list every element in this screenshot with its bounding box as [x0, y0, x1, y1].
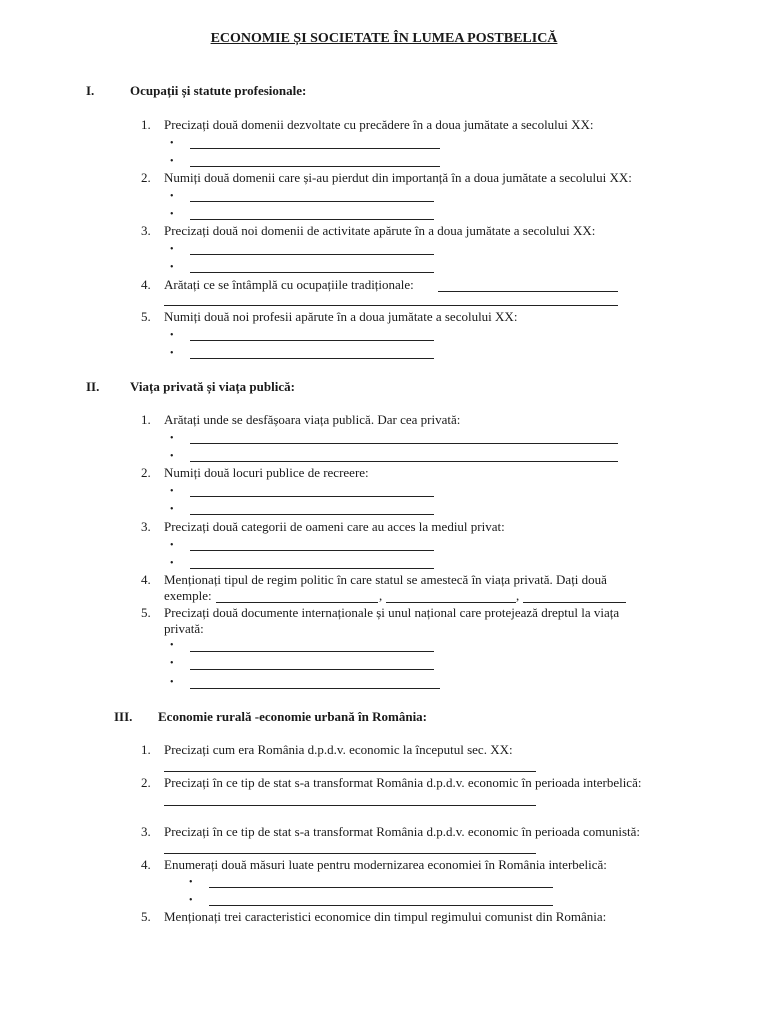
section-1-number: I. — [86, 83, 95, 98]
answer-line[interactable] — [190, 272, 434, 273]
page-title: ECONOMIE ȘI SOCIETATE ÎN LUMEA POSTBELICĂ — [210, 31, 558, 46]
answer-line[interactable] — [190, 340, 434, 341]
section-1-title: Ocupații și statute profesionale: — [130, 83, 307, 98]
bullet-icon: • — [170, 540, 174, 551]
bullet-icon: • — [170, 433, 174, 444]
bullet-icon: • — [170, 486, 174, 497]
bullet-icon: • — [170, 262, 174, 273]
separator-comma: , — [516, 588, 520, 603]
q2-2-text: Numiți două locuri publice de recreere: — [164, 465, 369, 480]
q3-2-text: Precizați în ce tip de stat s-a transformat România d.p.d.v. economic în perioada interbelică: — [164, 775, 642, 790]
section-2-number: II. — [86, 379, 100, 394]
answer-line[interactable] — [216, 602, 378, 603]
answer-line[interactable] — [190, 358, 434, 359]
answer-line[interactable] — [209, 887, 553, 888]
q1-1-text: Precizați două domenii dezvoltate cu precădere în a doua jumătate a secolului XX: — [164, 117, 594, 132]
answer-line[interactable] — [190, 166, 440, 167]
answer-line[interactable] — [190, 514, 434, 515]
q3-4-text: Enumerați două măsuri luate pentru modernizarea economiei în România interbelică: — [164, 857, 607, 872]
answer-line[interactable] — [190, 201, 434, 202]
answer-line[interactable] — [190, 219, 434, 220]
q1-5-text: Numiți două noi profesii apărute în a doua jumătate a secolului XX: — [164, 309, 518, 324]
answer-line[interactable] — [190, 443, 618, 444]
answer-line[interactable] — [164, 771, 536, 772]
q3-3-number: 3. — [141, 824, 151, 839]
q2-5-text-cont: privată: — [164, 621, 204, 636]
q1-3-number: 3. — [141, 223, 151, 238]
answer-line[interactable] — [164, 805, 536, 806]
bullet-icon: • — [170, 348, 174, 359]
q1-4-number: 4. — [141, 277, 151, 292]
answer-line[interactable] — [190, 148, 440, 149]
q2-4-text-cont: exemple: — [164, 588, 212, 603]
bullet-icon: • — [170, 330, 174, 341]
answer-line[interactable] — [386, 602, 516, 603]
q2-4-text: Menționați tipul de regim politic în care statul se amestecă în viața privată. Dați două — [164, 572, 607, 587]
q3-2-number: 2. — [141, 775, 151, 790]
bullet-icon: • — [170, 244, 174, 255]
q2-2-number: 2. — [141, 465, 151, 480]
q3-5-text: Menționați trei caracteristici economice din timpul regimului comunist din România: — [164, 909, 607, 924]
bullet-icon: • — [170, 451, 174, 462]
bullet-icon: • — [170, 558, 174, 569]
q2-5-number: 5. — [141, 605, 151, 620]
answer-line[interactable] — [209, 905, 553, 906]
answer-line[interactable] — [164, 853, 536, 854]
bullet-icon: • — [170, 677, 174, 688]
section-3-title: Economie rurală -economie urbană în România: — [158, 709, 428, 724]
section-2-title: Viața privată și viața publică: — [130, 379, 295, 394]
bullet-icon: • — [189, 895, 193, 906]
answer-line[interactable] — [164, 305, 618, 306]
q1-2-number: 2. — [141, 170, 151, 185]
section-3-number: III. — [114, 709, 133, 724]
q3-1-number: 1. — [141, 742, 151, 757]
answer-line[interactable] — [190, 254, 434, 255]
answer-line[interactable] — [190, 688, 440, 689]
answer-line[interactable] — [438, 291, 618, 292]
answer-line[interactable] — [190, 550, 434, 551]
bullet-icon: • — [189, 877, 193, 888]
bullet-icon: • — [170, 156, 174, 167]
answer-line[interactable] — [190, 496, 434, 497]
bullet-icon: • — [170, 658, 174, 669]
answer-line[interactable] — [190, 651, 434, 652]
answer-line[interactable] — [190, 669, 434, 670]
q2-1-number: 1. — [141, 412, 151, 427]
q2-5-text: Precizați două documente internaționale și unul național care protejează dreptul la viața — [164, 605, 620, 620]
answer-line[interactable] — [523, 602, 626, 603]
q3-4-number: 4. — [141, 857, 151, 872]
q1-1-number: 1. — [141, 117, 151, 132]
bullet-icon: • — [170, 209, 174, 220]
q1-2-text: Numiți două domenii care și-au pierdut din importanță în a doua jumătate a secolului XX: — [164, 170, 632, 185]
q3-1-text: Precizați cum era România d.p.d.v. economic la începutul sec. XX: — [164, 742, 513, 757]
bullet-icon: • — [170, 640, 174, 651]
q1-3-text: Precizați două noi domenii de activitate apărute în a doua jumătate a secolului XX: — [164, 223, 596, 238]
q2-3-number: 3. — [141, 519, 151, 534]
q2-4-number: 4. — [141, 572, 151, 587]
q1-4-text: Arătați ce se întâmplă cu ocupațiile tradiționale: — [164, 277, 414, 292]
bullet-icon: • — [170, 504, 174, 515]
bullet-icon: • — [170, 138, 174, 149]
q1-5-number: 5. — [141, 309, 151, 324]
bullet-icon: • — [170, 191, 174, 202]
q3-5-number: 5. — [141, 909, 151, 924]
answer-line[interactable] — [190, 461, 618, 462]
q3-3-text: Precizați în ce tip de stat s-a transformat România d.p.d.v. economic în perioada comunistă: — [164, 824, 641, 839]
q2-1-text: Arătați unde se desfășoara viața publică. Dar cea privată: — [164, 412, 461, 427]
separator-comma: , — [379, 588, 383, 603]
answer-line[interactable] — [190, 568, 434, 569]
q2-3-text: Precizați două categorii de oameni care au acces la mediul privat: — [164, 519, 505, 534]
